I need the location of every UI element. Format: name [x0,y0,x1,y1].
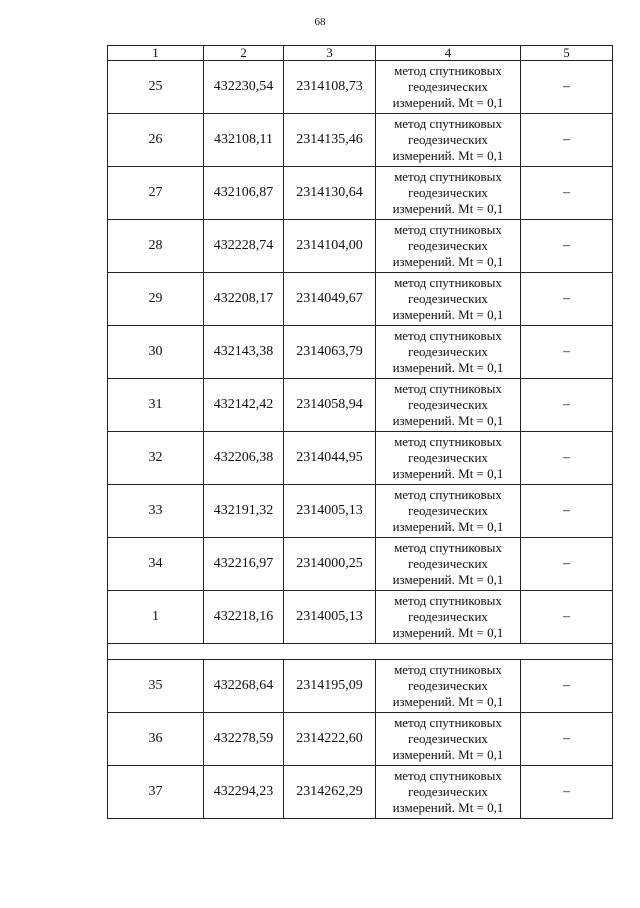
point-number-cell: 29 [108,273,204,326]
x-coordinate-cell: 432268,64 [204,660,284,713]
y-coordinate-cell: 2314063,79 [284,326,376,379]
y-coordinate-cell: 2314000,25 [284,538,376,591]
table-row [108,432,613,485]
method-cell: метод спутниковых геодезических измерений. Mt = 0,1 [376,220,521,273]
y-coordinate-cell: 2314108,73 [284,61,376,114]
accuracy-cell: – [521,591,613,644]
x-coordinate-cell: 432278,59 [204,713,284,766]
table-row [108,326,613,379]
table-row [108,114,613,167]
y-coordinate-cell: 2314005,13 [284,591,376,644]
x-coordinate-cell: 432216,97 [204,538,284,591]
point-number-cell: 32 [108,432,204,485]
table-row [108,273,613,326]
table-row [108,167,613,220]
header-cell: 4 [376,46,521,61]
point-number-cell: 28 [108,220,204,273]
accuracy-cell: – [521,485,613,538]
x-coordinate-cell: 432191,32 [204,485,284,538]
y-coordinate-cell: 2314135,46 [284,114,376,167]
accuracy-cell: – [521,167,613,220]
point-number-cell: 34 [108,538,204,591]
method-cell: метод спутниковых геодезических измерений. Mt = 0,1 [376,766,521,819]
method-cell: метод спутниковых геодезических измерений. Mt = 0,1 [376,379,521,432]
accuracy-cell: – [521,220,613,273]
header-cell: 3 [284,46,376,61]
accuracy-cell: – [521,273,613,326]
method-cell: метод спутниковых геодезических измерений. Mt = 0,1 [376,538,521,591]
table-row [108,591,613,644]
x-coordinate-cell: 432143,38 [204,326,284,379]
y-coordinate-cell: 2314044,95 [284,432,376,485]
y-coordinate-cell: 2314130,64 [284,167,376,220]
coordinates-table [107,45,613,819]
table-row [108,485,613,538]
point-number-cell: 31 [108,379,204,432]
separator-cell [108,644,613,660]
method-cell: метод спутниковых геодезических измерений. Mt = 0,1 [376,713,521,766]
x-coordinate-cell: 432206,38 [204,432,284,485]
method-cell: метод спутниковых геодезических измерений. Mt = 0,1 [376,167,521,220]
x-coordinate-cell: 432108,11 [204,114,284,167]
y-coordinate-cell: 2314049,67 [284,273,376,326]
x-coordinate-cell: 432106,87 [204,167,284,220]
page-number: 68 [314,16,326,28]
header-row [108,46,613,61]
accuracy-cell: – [521,660,613,713]
y-coordinate-cell: 2314222,60 [284,713,376,766]
table-row [108,538,613,591]
point-number-cell: 1 [108,591,204,644]
point-number-cell: 30 [108,326,204,379]
table-row [108,220,613,273]
point-number-cell: 35 [108,660,204,713]
method-cell: метод спутниковых геодезических измерений. Mt = 0,1 [376,660,521,713]
x-coordinate-cell: 432294,23 [204,766,284,819]
point-number-cell: 25 [108,61,204,114]
table-row [108,379,613,432]
header-cell: 5 [521,46,613,61]
x-coordinate-cell: 432208,17 [204,273,284,326]
header-cell: 2 [204,46,284,61]
point-number-cell: 26 [108,114,204,167]
y-coordinate-cell: 2314058,94 [284,379,376,432]
accuracy-cell: – [521,432,613,485]
table-row [108,61,613,114]
y-coordinate-cell: 2314104,00 [284,220,376,273]
method-cell: метод спутниковых геодезических измерений. Mt = 0,1 [376,61,521,114]
table-row [108,766,613,819]
method-cell: метод спутниковых геодезических измерений. Mt = 0,1 [376,326,521,379]
method-cell: метод спутниковых геодезических измерений. Mt = 0,1 [376,485,521,538]
y-coordinate-cell: 2314195,09 [284,660,376,713]
x-coordinate-cell: 432228,74 [204,220,284,273]
accuracy-cell: – [521,713,613,766]
x-coordinate-cell: 432230,54 [204,61,284,114]
point-number-cell: 37 [108,766,204,819]
accuracy-cell: – [521,379,613,432]
point-number-cell: 27 [108,167,204,220]
y-coordinate-cell: 2314005,13 [284,485,376,538]
x-coordinate-cell: 432218,16 [204,591,284,644]
method-cell: метод спутниковых геодезических измерений. Mt = 0,1 [376,273,521,326]
y-coordinate-cell: 2314262,29 [284,766,376,819]
accuracy-cell: – [521,114,613,167]
x-coordinate-cell: 432142,42 [204,379,284,432]
method-cell: метод спутниковых геодезических измерений. Mt = 0,1 [376,432,521,485]
header-cell: 1 [108,46,204,61]
group-separator-row [108,644,613,660]
method-cell: метод спутниковых геодезических измерений. Mt = 0,1 [376,114,521,167]
table-row [108,713,613,766]
accuracy-cell: – [521,766,613,819]
accuracy-cell: – [521,538,613,591]
accuracy-cell: – [521,326,613,379]
point-number-cell: 33 [108,485,204,538]
point-number-cell: 36 [108,713,204,766]
method-cell: метод спутниковых геодезических измерений. Mt = 0,1 [376,591,521,644]
accuracy-cell: – [521,61,613,114]
table-row [108,660,613,713]
